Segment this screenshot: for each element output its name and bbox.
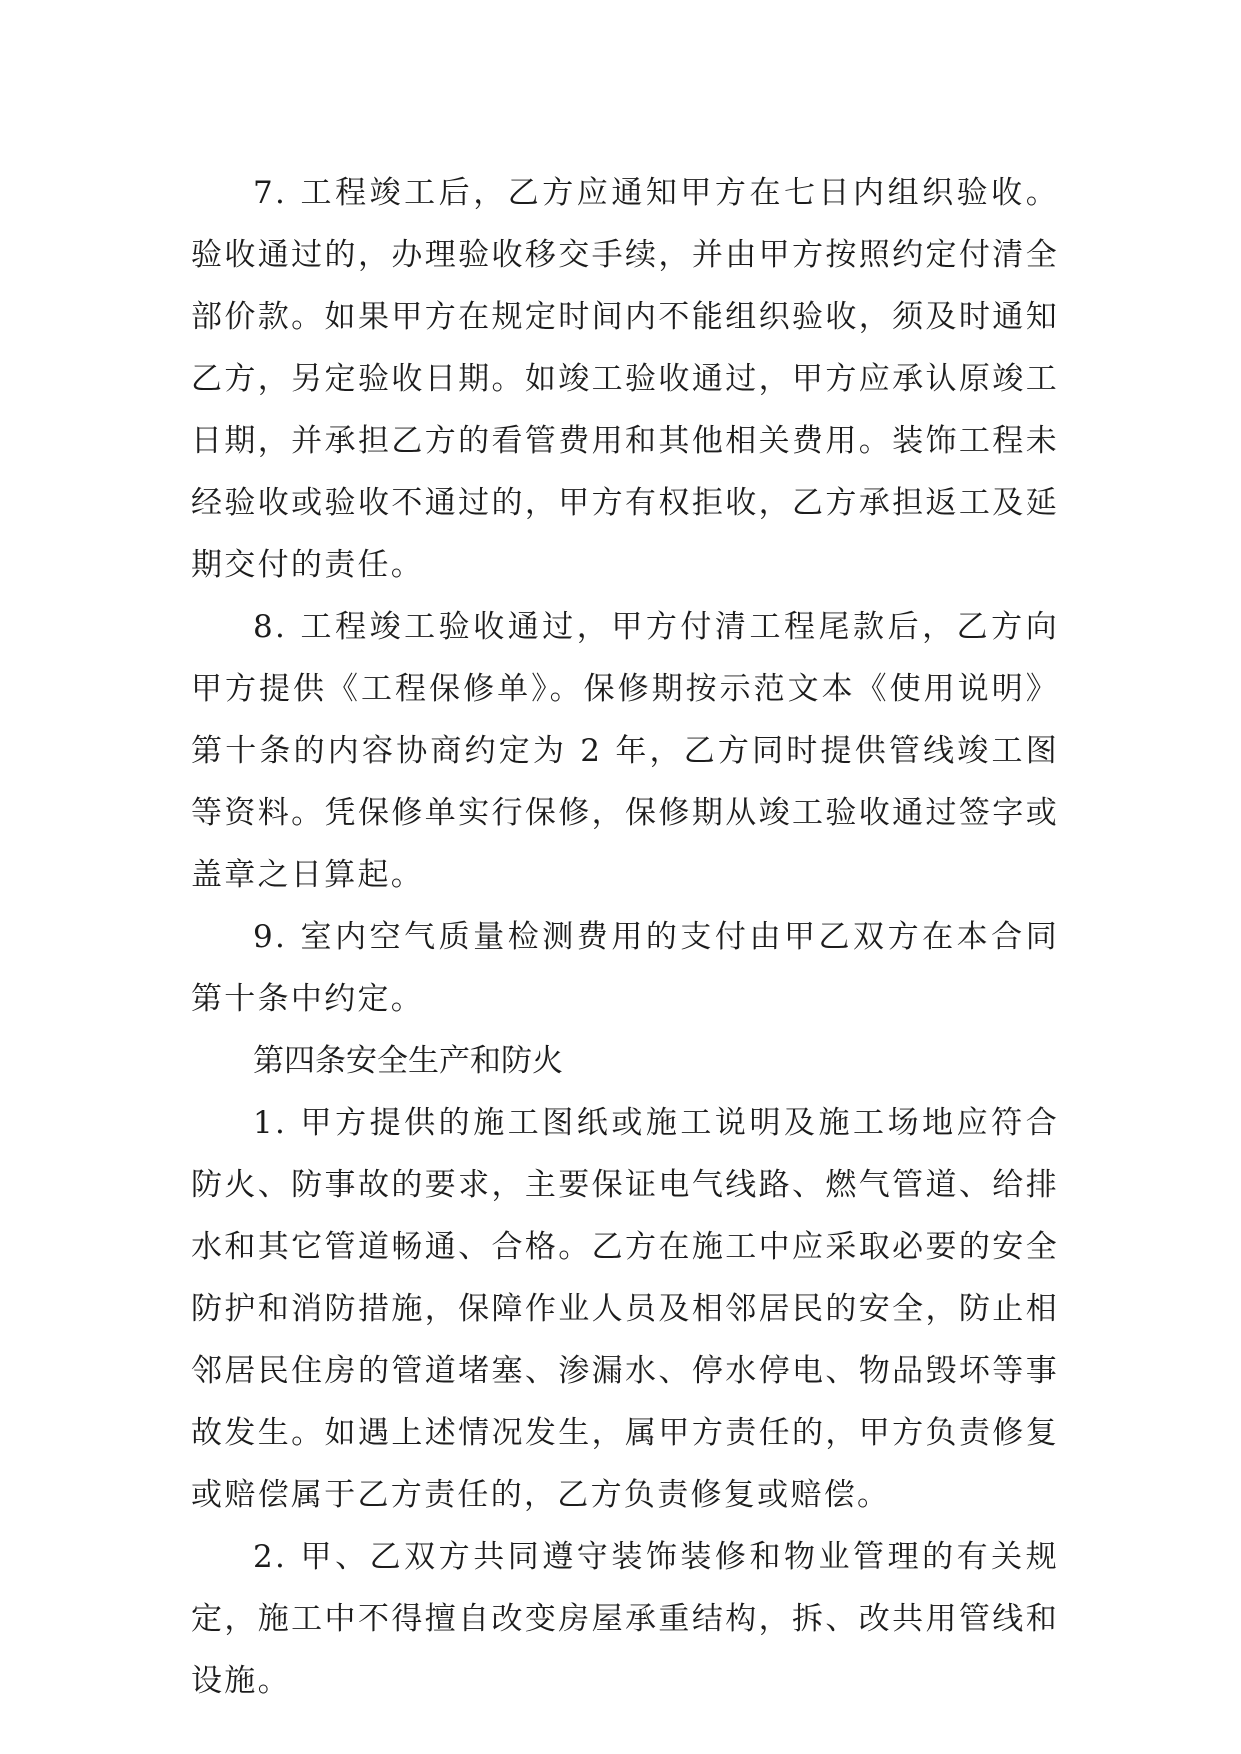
section-clause-1-paragraph: 1. 甲方提供的施工图纸或施工说明及施工场地应符合防火、防事故的要求，主要保证电气线路、燃气管道、给排水和其它管道畅通、合格。乙方在施工中应采取必要的安全防护和消防措施，保障作业人员及相邻居民的安全，防止相邻居民住房的管道堵塞、渗漏水、停水停电、物品毁坏等事故发生。如遇上述情况发生，属甲方责任的，甲方负责修复或赔偿属于乙方责任的，乙方负责修复或赔偿。: [191, 1105, 1059, 1513]
section-heading: 第四条安全生产和防火: [253, 1043, 563, 1079]
clause-9-paragraph: 9. 室内空气质量检测费用的支付由甲乙双方在本合同第十条中约定。: [191, 919, 1059, 1017]
clause-7-paragraph: 7. 工程竣工后，乙方应通知甲方在七日内组织验收。验收通过的，办理验收移交手续，并由甲方按照约定付清全部价款。如果甲方在规定时间内不能组织验收，须及时通知乙方，另定验收日期。如竣工验收通过，甲方应承认原竣工日期，并承担乙方的看管费用和其他相关费用。装饰工程未经验收或验收不通过的，甲方有权拒收，乙方承担返工及延期交付的责任。: [191, 175, 1059, 583]
clause-8-paragraph: 8. 工程竣工验收通过，甲方付清工程尾款后，乙方向甲方提供《工程保修单》。保修期按示范文本《使用说明》第十条的内容协商约定为 2 年，乙方同时提供管线竣工图等资料。凭保修单实行保修，保修期从竣工验收通过签字或盖章之日算起。: [191, 609, 1059, 893]
document-body: [191, 162, 1059, 1712]
section-clause-2-paragraph: 2. 甲、乙双方共同遵守装饰装修和物业管理的有关规定，施工中不得擅自改变房屋承重结构，拆、改共用管线和设施。: [191, 1539, 1059, 1699]
